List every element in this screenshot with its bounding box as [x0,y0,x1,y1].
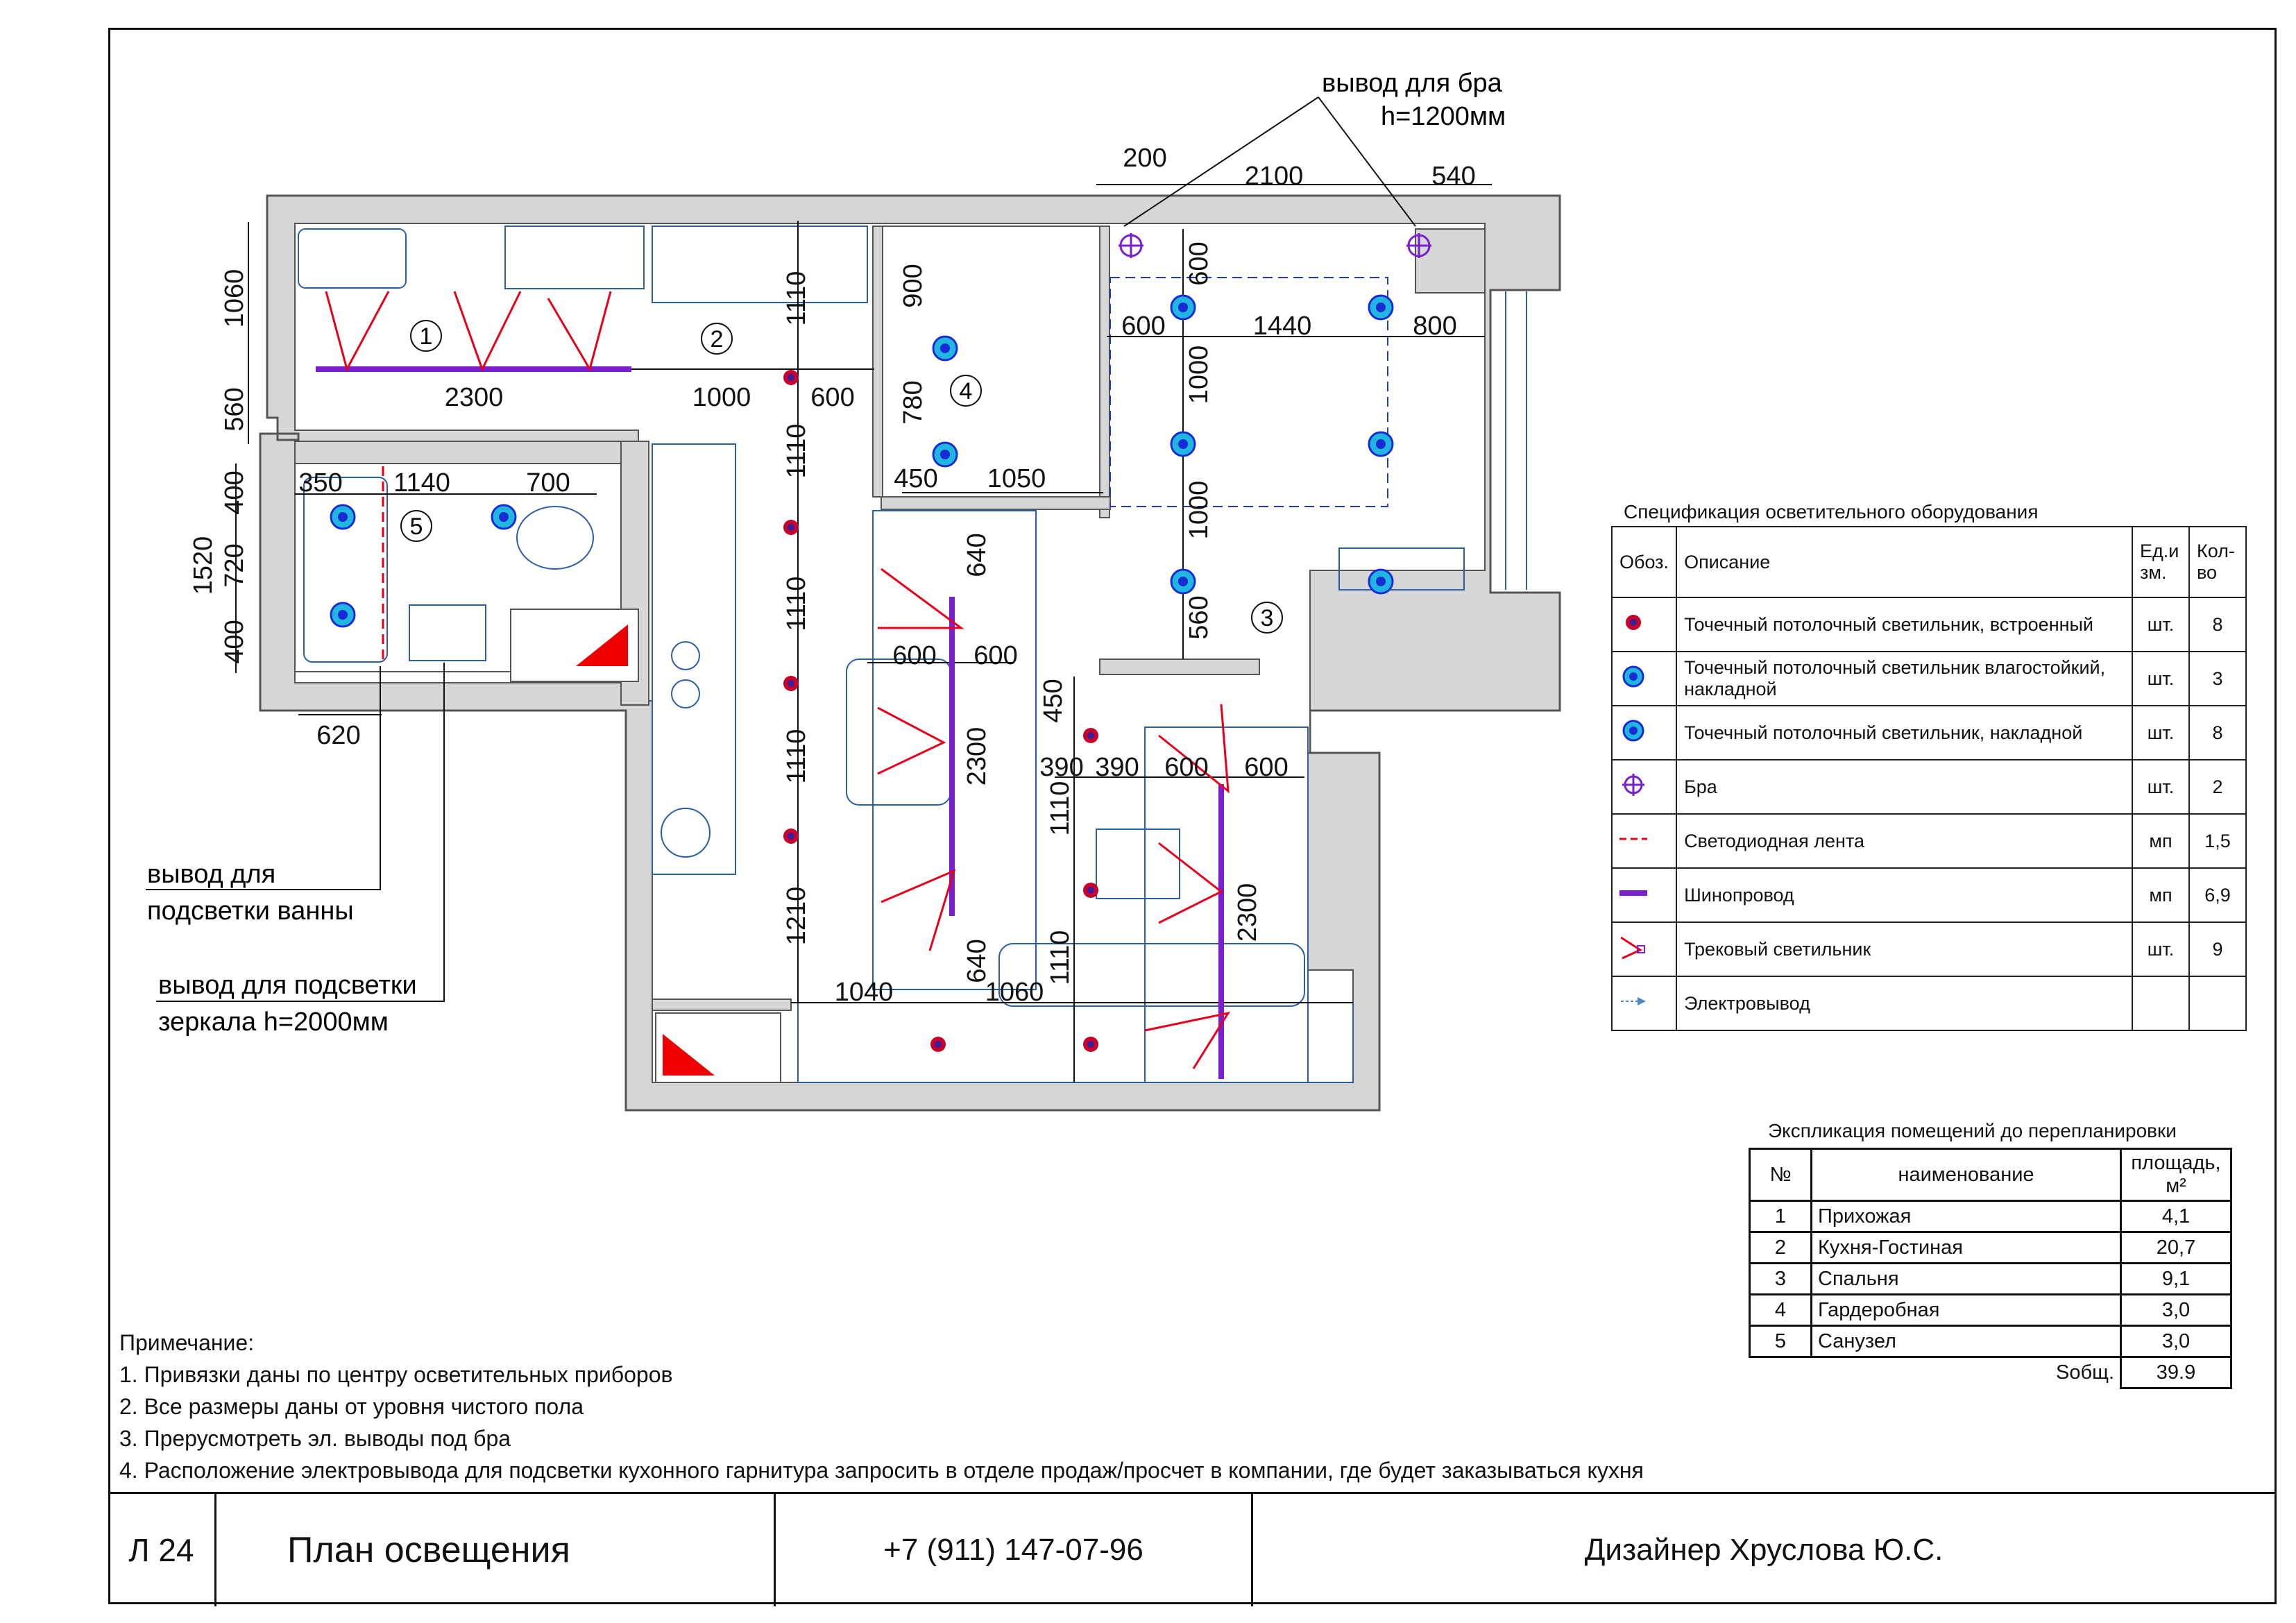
spec-title: Спецификация осветительного оборудования [1624,501,2039,522]
spec-unit: шт. [2132,706,2189,760]
waterproof-spot-icon [1612,652,1676,706]
explication-row [1750,1232,2231,1264]
spec-qty: 8 [2189,597,2246,652]
dim-text: 600 [810,383,855,412]
spec-desc: Светодиодная лента [1676,814,2132,868]
dim-text: 1060 [985,978,1044,1007]
dim-text: 2300 [1233,883,1262,942]
spec-unit: шт. [2132,760,2189,814]
room-number: 2 [710,326,724,352]
explication-table [1749,1148,2232,1389]
dim-text: 600 [1244,753,1289,782]
room-number: 1 [419,323,433,350]
dim-text: 1000 [692,383,751,412]
bra-callout-line-2: h=1200мм [1381,102,1506,131]
spec-unit: мп [2132,868,2189,922]
room-number: 3 [1260,605,1274,631]
spec-qty [2189,976,2246,1030]
spec-qty: 8 [2189,706,2246,760]
room-no: 4 [1750,1295,1812,1326]
dim-text: 1210 [782,886,811,946]
explication-header-row [1750,1149,2231,1201]
explication-header-area: площадь, м² [2121,1149,2231,1201]
explication-header-no: № [1750,1149,1812,1201]
dim-text: 350 [298,468,343,498]
surface-spot-icon [1171,432,1195,456]
dim-text: 540 [1431,162,1476,191]
dim-text: 600 [892,641,937,670]
recessed-spot-icon [1083,728,1098,743]
dim-text: 1110 [782,576,811,631]
room-area: 9,1 [2121,1264,2231,1295]
surface-spot-icon [1369,432,1393,456]
notes [119,1327,1644,1486]
sconce-icon [1612,760,1676,814]
note-item: 2. Все размеры даны от уровня чистого пола [119,1394,584,1419]
spec-qty: 1,5 [2189,814,2246,868]
room-area: 3,0 [2121,1326,2231,1357]
explication-row [1750,1264,2231,1295]
partition-6 [1100,659,1259,674]
surface-spot-icon [1612,706,1676,760]
dim-text: 1110 [782,423,811,479]
surface-spot-icon [1171,570,1195,593]
dim-text: 200 [1123,144,1167,173]
recessed-spot-icon [1083,1037,1098,1052]
title-block [108,1492,2277,1606]
dim-text: 1000 [1184,480,1214,540]
spec-desc: Точечный потолочный светильник влагостойкий, накладной [1676,652,2132,706]
explication-row [1750,1326,2231,1357]
partition-3 [873,226,883,497]
room-number: 5 [409,513,423,540]
partition-4 [1100,226,1109,518]
dim-text: 640 [962,533,992,577]
outlet-icon [1612,976,1676,1030]
mirror-callout-line-2: зеркала h=2000мм [158,1008,389,1037]
room-area: 20,7 [2121,1232,2231,1264]
track-light-icon [1612,922,1676,976]
dim-text: 1050 [987,464,1046,493]
designer-name: Дизайнер Хруслова Ю.С. [1584,1533,1944,1567]
room-name: Прихожая [1812,1201,2121,1232]
dim-text: 2300 [962,726,992,786]
dim-text: 450 [894,464,938,493]
room-area: 4,1 [2121,1201,2231,1232]
track-rail-icon [1612,868,1676,922]
room-number: 4 [959,378,973,405]
sheet-number: Л 24 [108,1494,216,1606]
waterproof-spot-icon [331,505,355,529]
spec-row [1612,706,2246,760]
spec-qty: 2 [2189,760,2246,814]
dim-text: 2300 [444,383,504,412]
dim-text: 1520 [189,536,218,595]
room-name: Гардеробная [1812,1295,2121,1326]
spec-table [1611,526,2247,1031]
spec-row [1612,652,2246,706]
spec-qty: 6,9 [2189,868,2246,922]
notes-title: Примечание: [119,1330,255,1355]
spec-unit: шт. [2132,597,2189,652]
explication-row [1750,1295,2231,1326]
dim-text: 700 [526,468,570,498]
waterproof-spot-icon [331,603,355,627]
contact-phone: +7 (911) 147-07-96 [776,1494,1253,1606]
sheet-title: План освещения [216,1494,776,1606]
interiors [295,223,1485,1082]
spec-desc: Электровывод [1676,976,2132,1030]
spec-row [1612,868,2246,922]
recessed-spot-icon [783,370,799,385]
dim-text: 600 [1184,241,1214,286]
spec-qty: 9 [2189,922,2246,976]
spec-row [1612,597,2246,652]
room-name: Спальня [1812,1264,2121,1295]
dim-text: 390 [1039,753,1084,782]
room-no: 3 [1750,1264,1812,1295]
spec-unit [2132,976,2189,1030]
note-item: 3. Прерусмотреть эл. выводы под бра [119,1426,511,1451]
room-name: Кухня-Гостиная [1812,1232,2121,1264]
dim-text: 1140 [393,468,450,498]
partition-1 [295,441,649,464]
bath-callout-line-2: подсветки ванны [147,897,354,926]
room-no: 1 [1750,1201,1812,1232]
dim-text: 390 [1095,753,1139,782]
recessed-spot-icon [783,676,799,691]
dim-text: 780 [899,380,928,425]
spec-desc: Точечный потолочный светильник, накладной [1676,706,2132,760]
room-no: 2 [1750,1232,1812,1264]
spec-desc: Бра [1676,760,2132,814]
dim-text: 1110 [1046,781,1075,836]
spec-header-row [1612,527,2246,597]
total-label: Sобщ. [2056,1361,2114,1384]
spec-header-qty: Кол-во [2189,527,2246,597]
room-no: 5 [1750,1326,1812,1357]
recessed-spot-icon [1083,883,1098,898]
dim-text: 1110 [782,271,811,326]
spec-unit: шт. [2132,922,2189,976]
dim-text: 600 [1121,312,1166,341]
surface-spot-icon [933,443,957,466]
recessed-spot-icon [930,1037,946,1052]
surface-spot-icon [1369,570,1393,593]
spec-row [1612,814,2246,868]
dim-text: 400 [220,620,249,664]
spec-row [1612,760,2246,814]
spec-desc: Трековый светильник [1676,922,2132,976]
dim-text: 1000 [1184,345,1214,405]
dim-text: 560 [220,387,249,432]
led-strip-icon [1612,814,1676,868]
dim-text: 1440 [1252,312,1312,341]
spec-row [1612,976,2246,1030]
dim-text: 2100 [1244,162,1304,191]
dim-text: 1110 [1046,930,1075,985]
dim-text: 1110 [782,729,811,784]
dim-text: 800 [1413,312,1457,341]
dim-text: 600 [1164,753,1209,782]
spec-qty: 3 [2189,652,2246,706]
surface-spot-icon [933,337,957,360]
dim-text: 640 [962,939,992,983]
spec-desc: Шинопровод [1676,868,2132,922]
dim-text: 1040 [834,978,894,1007]
dim-text: 450 [1039,679,1068,723]
mirror-leader [156,663,444,1001]
room-area: 3,0 [2121,1295,2231,1326]
dim-text: 1060 [220,269,249,328]
note-item: 4. Расположение электровывода для подсветки кухонного гарнитура запросить в отделе продаж/просчет в компании, где будет заказываться кухня [119,1458,1644,1483]
bath-callout-line-1: вывод для [147,860,276,889]
partition-7 [652,999,791,1010]
dim-text: 400 [220,470,249,515]
spec-header-desc: Описание [1676,527,2132,597]
explication-total-row [1750,1357,2231,1388]
spec-header-symbol: Обоз. [1612,527,1676,597]
explication-row [1750,1201,2231,1232]
surface-spot-icon [1369,296,1393,319]
spec-row [1612,922,2246,976]
note-item: 1. Привязки даны по центру осветительных приборов [119,1362,673,1387]
surface-spot-icon [1171,296,1195,319]
bra-callout-line-1: вывод для бра [1322,69,1502,98]
spec-desc: Точечный потолочный светильник, встроенный [1676,597,2132,652]
spec-header-unit: Ед.и зм. [2132,527,2189,597]
dim-text: 620 [316,721,361,750]
partition-5 [881,497,1110,509]
recessed-spot-icon [783,829,799,844]
explication-header-name: наименование [1812,1149,2121,1201]
explication-title: Экспликация помещений до перепланировки [1768,1120,2177,1141]
room-name: Санузел [1812,1326,2121,1357]
waterproof-spot-icon [492,505,516,529]
spec-unit: шт. [2132,652,2189,706]
spec-unit: мп [2132,814,2189,868]
recessed-spot-icon [783,520,799,535]
dim-text: 560 [1184,595,1214,640]
total-value: 39.9 [2121,1357,2231,1388]
mirror-callout-line-1: вывод для подсветки [158,971,417,1000]
dim-text: 720 [220,543,249,588]
dim-text: 900 [899,264,928,308]
dim-text: 600 [973,641,1018,670]
recessed-spot-icon [1612,597,1676,652]
